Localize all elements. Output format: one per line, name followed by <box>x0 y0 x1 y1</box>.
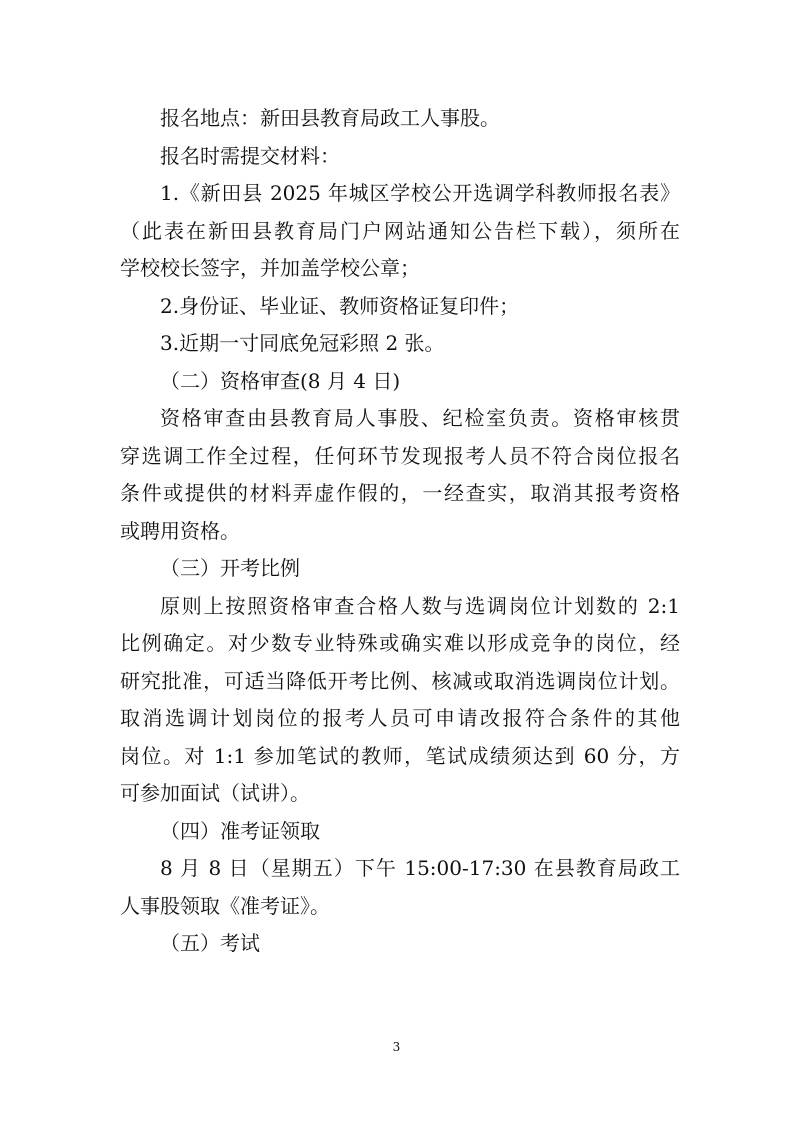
text-line: 报名时需提交材料： <box>160 143 340 168</box>
text-line: 原则上按照资格审查合格人数与选调岗位计划数的 2:1 <box>160 593 680 618</box>
text-line: 岗位。对 1:1 参加笔试的教师，笔试成绩须达到 60 分，方 <box>120 743 680 768</box>
document-body <box>120 100 680 963</box>
text-line: 学校校长签字，并加盖学校公章； <box>120 256 420 280</box>
text-line: 条件或提供的材料弄虚作假的，一经查实，取消其报考资格 <box>120 481 680 505</box>
text-line: 资格审查由县教育局人事股、纪检室负责。资格审核贯 <box>160 406 680 430</box>
text-line: 8 月 8 日（星期五）下午 15:00-17:30 在县教育局政工 <box>160 856 680 880</box>
text-line: （四）准考证领取 <box>160 818 320 843</box>
text-line: （此表在新田县教育局门户网站通知公告栏下载），须所在 <box>120 218 680 243</box>
text-line: 可参加面试（试讲）。 <box>120 781 310 805</box>
text-line: 报名地点：新田县教育局政工人事股。 <box>160 106 500 130</box>
text-line: 3.近期一寸同底免冠彩照 2 张。 <box>160 331 445 355</box>
text-line: 研究批准，可适当降低开考比例、核减或取消选调岗位计划。 <box>120 668 680 693</box>
text-line: （二）资格审查(8 月 4 日) <box>160 368 401 393</box>
text-line: 人事股领取《准考证》。 <box>120 893 330 918</box>
text-line: 取消选调计划岗位的报考人员可申请改报符合条件的其他 <box>120 706 680 730</box>
text-line: 2.身份证、毕业证、教师资格证复印件； <box>160 293 520 318</box>
text-line: （三）开考比例 <box>160 556 300 580</box>
text-line: 或聘用资格。 <box>120 518 240 543</box>
text-line: 1.《新田县 2025 年城区学校公开选调学科教师报名表》 <box>160 181 680 205</box>
page-number: 3 <box>392 1040 401 1054</box>
text-line: （五）考试 <box>160 931 260 955</box>
text-line: 穿选调工作全过程，任何环节发现报考人员不符合岗位报名 <box>120 443 680 468</box>
text-line: 比例确定。对少数专业特殊或确实难以形成竞争的岗位，经 <box>120 631 680 655</box>
